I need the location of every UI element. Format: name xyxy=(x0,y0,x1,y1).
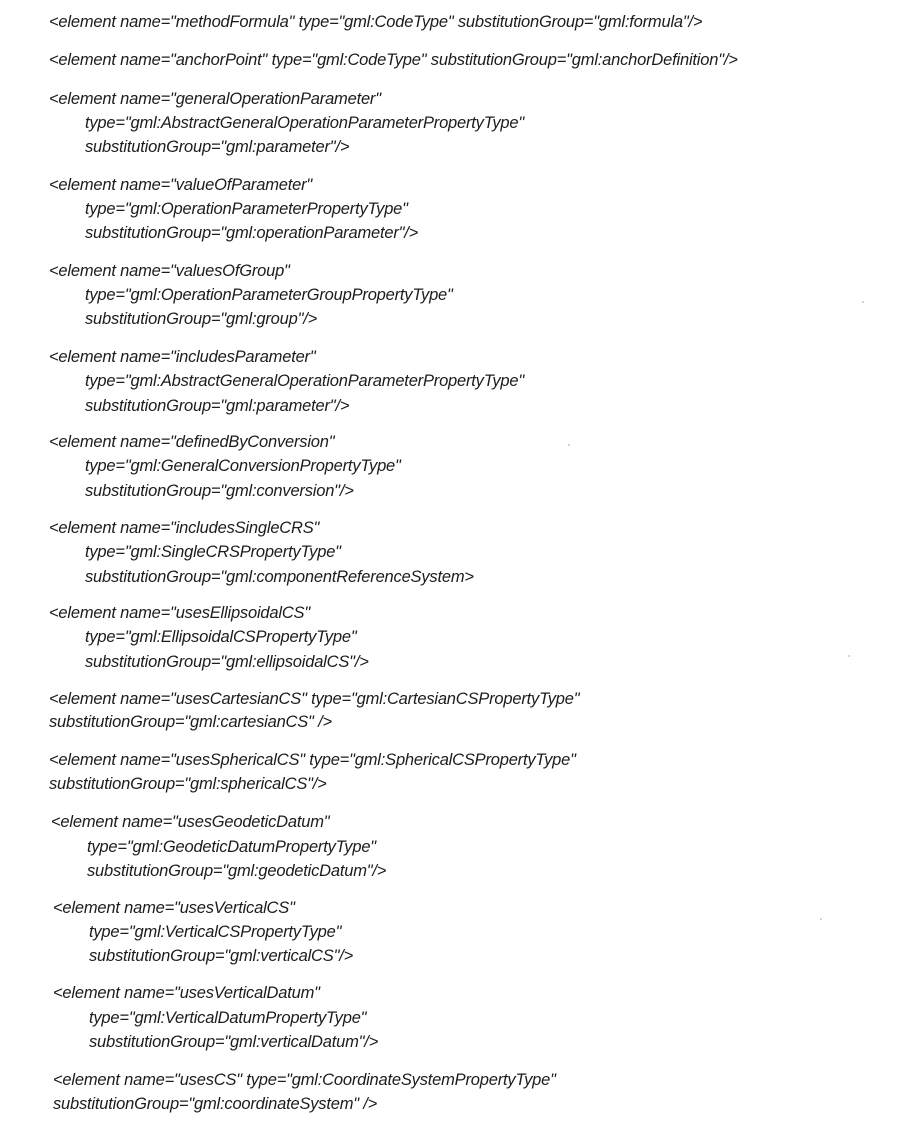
code-line: substitutionGroup="gml:coordinateSystem" /> xyxy=(53,1095,378,1113)
code-line: substitutionGroup="gml:parameter"/> xyxy=(85,397,350,415)
code-line: <element name="usesVerticalCS" xyxy=(53,899,295,917)
code-line: type="gml:SingleCRSPropertyType" xyxy=(85,543,341,561)
code-line: substitutionGroup="gml:ellipsoidalCS"/> xyxy=(85,653,369,671)
code-line: <element name="valueOfParameter" xyxy=(49,176,313,194)
code-line: type="gml:AbstractGeneralOperationParameterPropertyType" xyxy=(85,114,525,132)
code-line: type="gml:EllipsoidalCSPropertyType" xyxy=(85,628,357,646)
code-line: <element name="usesEllipsoidalCS" xyxy=(49,604,311,622)
code-line: <element name="definedByConversion" xyxy=(49,433,335,451)
code-line: substitutionGroup="gml:conversion"/> xyxy=(85,482,354,500)
code-line: substitutionGroup="gml:parameter"/> xyxy=(85,138,350,156)
code-line: substitutionGroup="gml:verticalDatum"/> xyxy=(89,1033,379,1051)
code-line: substitutionGroup="gml:cartesianCS" /> xyxy=(49,713,332,731)
code-line: type="gml:AbstractGeneralOperationParameterPropertyType" xyxy=(85,372,525,390)
code-line: type="gml:VerticalCSPropertyType" xyxy=(89,923,342,941)
code-line: <element name="usesCartesianCS" type="gml:CartesianCSPropertyType" xyxy=(49,690,580,708)
code-line: <element name="anchorPoint" type="gml:CodeType" substitutionGroup="gml:anchorDefinition"/> xyxy=(49,51,738,69)
code-line: substitutionGroup="gml:geodeticDatum"/> xyxy=(87,862,387,880)
code-line: substitutionGroup="gml:sphericalCS"/> xyxy=(49,775,327,793)
code-line: <element name="usesVerticalDatum" xyxy=(53,984,320,1002)
code-line: substitutionGroup="gml:verticalCS"/> xyxy=(89,947,354,965)
code-line: type="gml:OperationParameterGroupPropertyType" xyxy=(85,286,453,304)
code-line: <element name="includesSingleCRS" xyxy=(49,519,320,537)
code-line: type="gml:GeneralConversionPropertyType" xyxy=(85,457,401,475)
scan-speck xyxy=(568,444,570,446)
code-line: <element name="includesParameter" xyxy=(49,348,316,366)
code-line: substitutionGroup="gml:group"/> xyxy=(85,310,318,328)
code-line: type="gml:GeodeticDatumPropertyType" xyxy=(87,838,376,856)
code-line: <element name="methodFormula" type="gml:CodeType" substitutionGroup="gml:formula"/> xyxy=(49,13,703,31)
code-line: substitutionGroup="gml:operationParameter"/> xyxy=(85,224,419,242)
scan-speck xyxy=(862,301,864,303)
code-line: <element name="usesGeodeticDatum" xyxy=(51,813,330,831)
code-line: <element name="usesCS" type="gml:CoordinateSystemPropertyType" xyxy=(53,1071,556,1089)
code-line: type="gml:VerticalDatumPropertyType" xyxy=(89,1009,367,1027)
code-line: <element name="usesSphericalCS" type="gml:SphericalCSPropertyType" xyxy=(49,751,576,769)
code-line: <element name="valuesOfGroup" xyxy=(49,262,290,280)
code-line: substitutionGroup="gml:componentReferenceSystem> xyxy=(85,568,474,586)
scan-speck xyxy=(820,918,822,920)
code-line: <element name="generalOperationParameter" xyxy=(49,90,381,108)
code-line: type="gml:OperationParameterPropertyType" xyxy=(85,200,408,218)
scan-speck xyxy=(848,655,850,657)
